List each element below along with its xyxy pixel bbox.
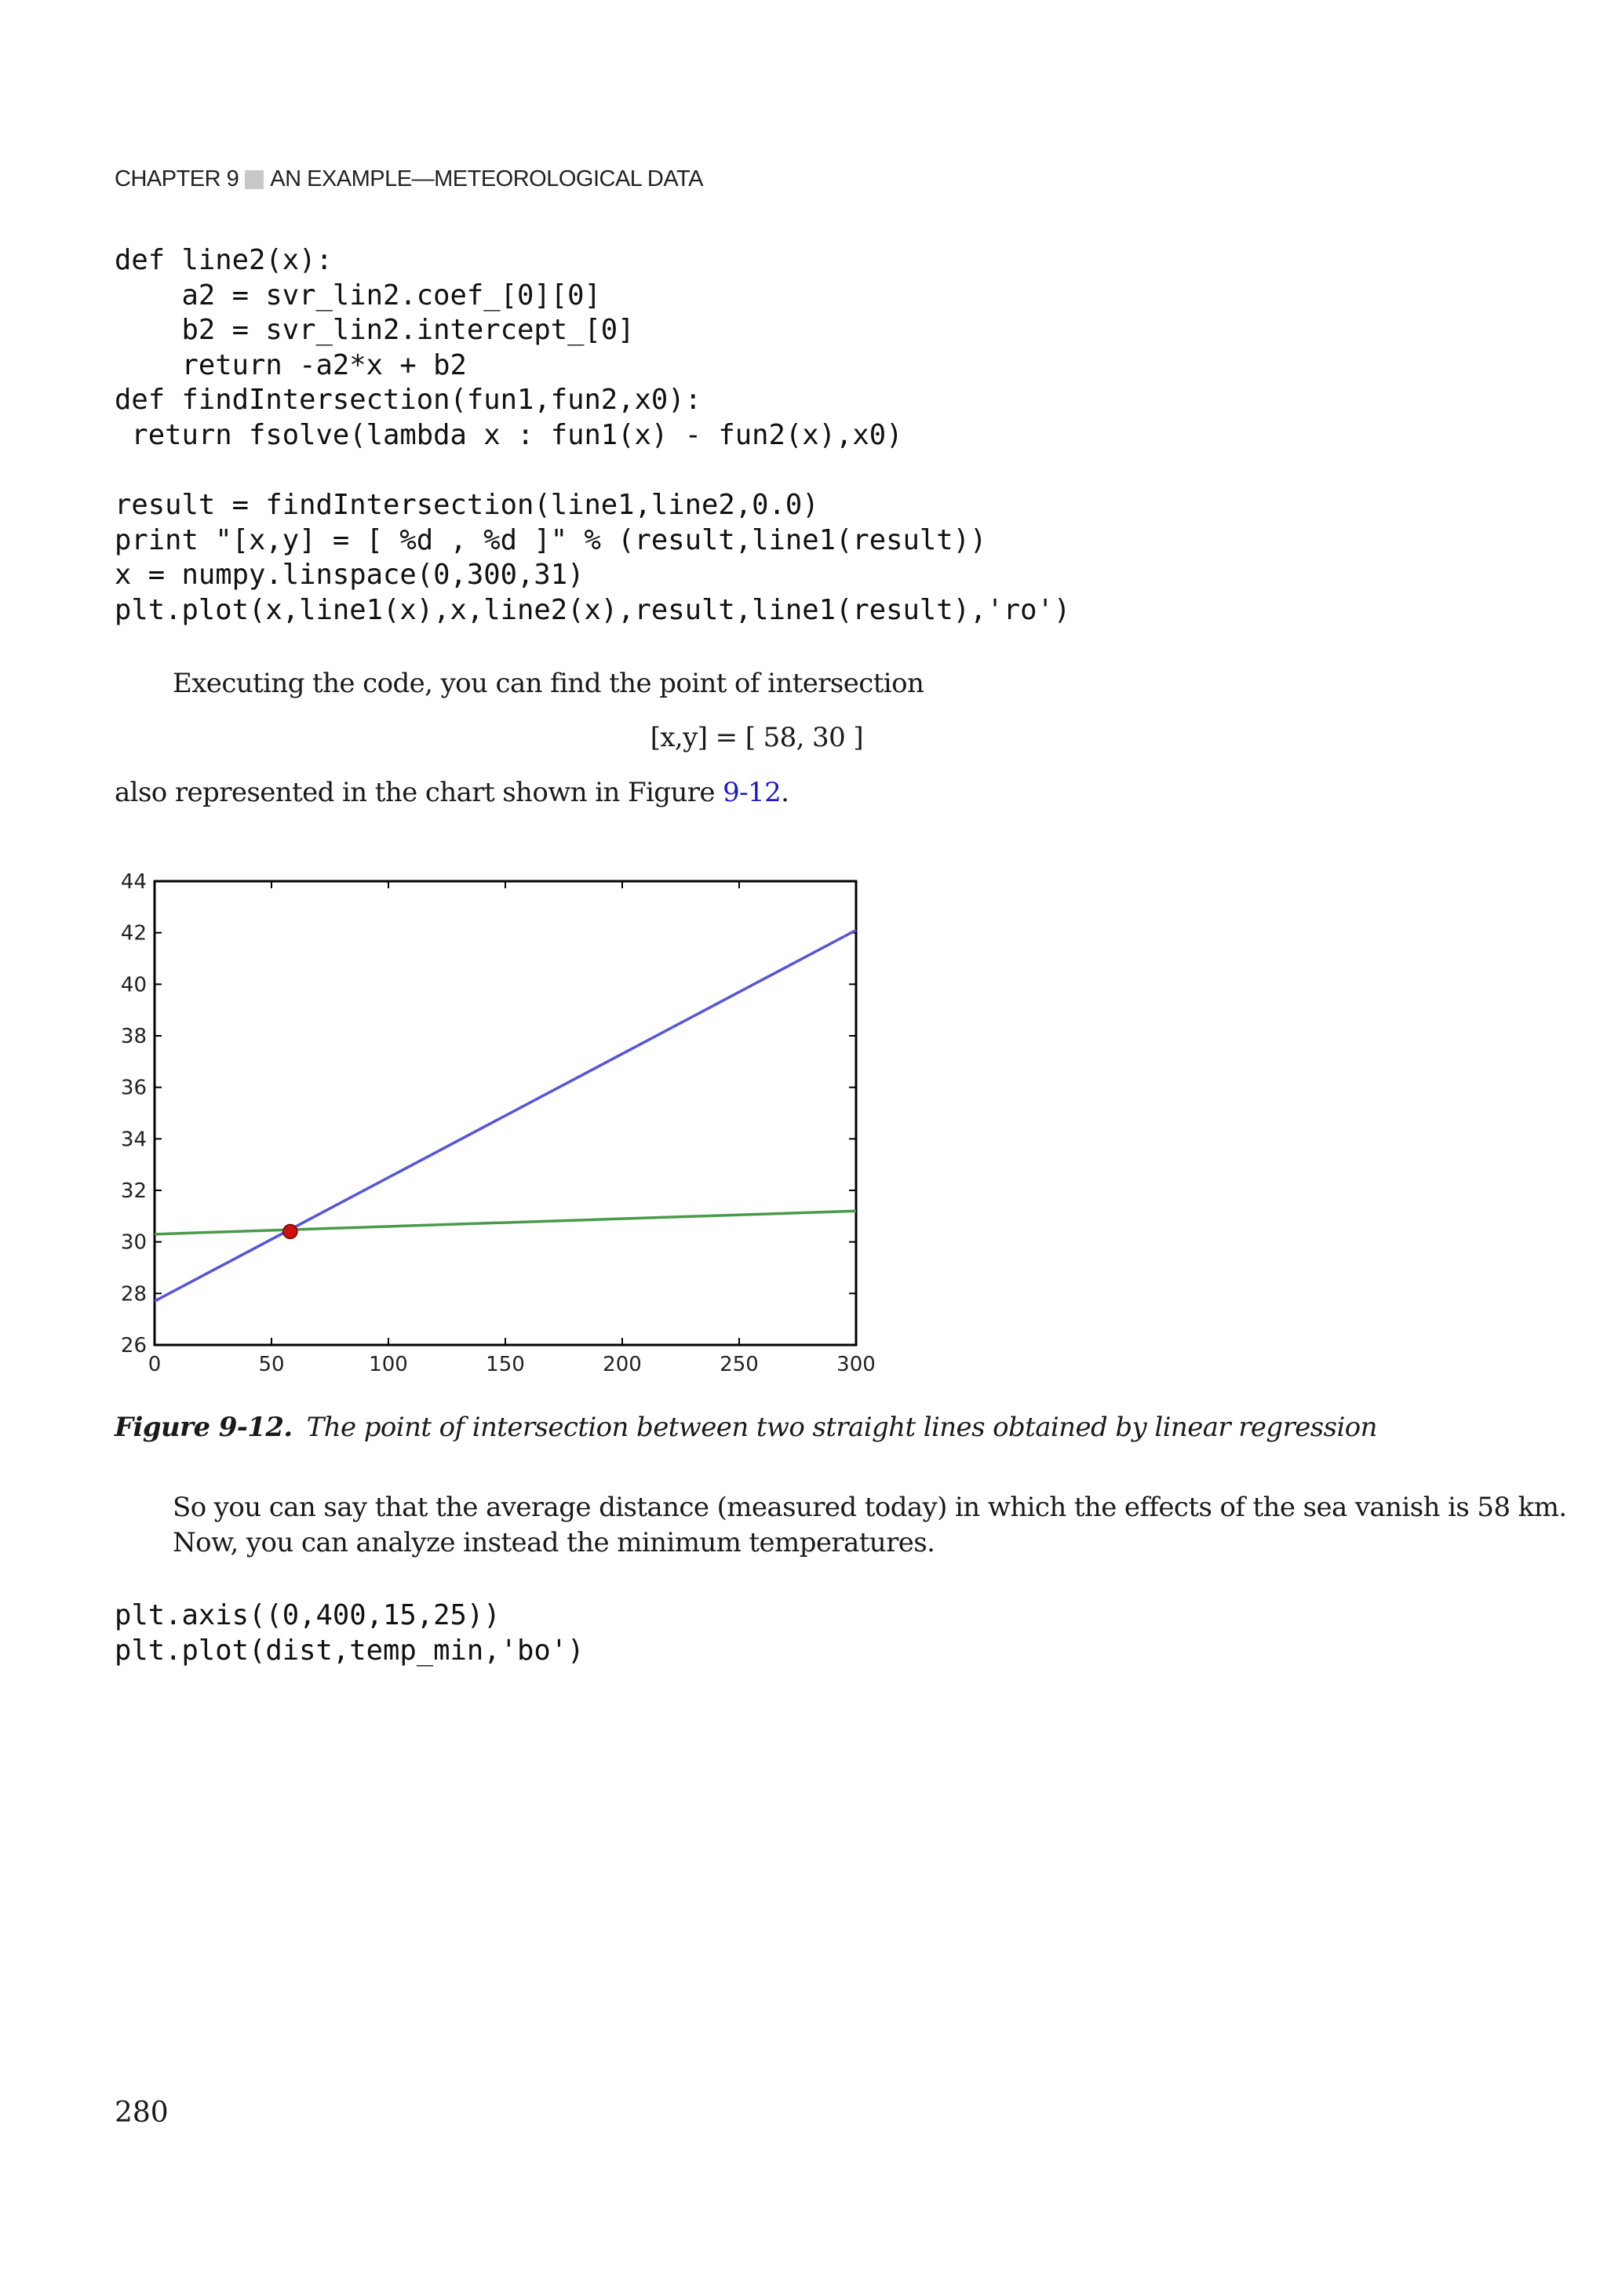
intersection-point xyxy=(283,1225,297,1239)
result-line: [x,y] = [ 58, 30 ] xyxy=(650,722,863,753)
y-tick-label: 32 xyxy=(120,1179,147,1203)
x-tick-label: 0 xyxy=(148,1353,162,1376)
figure-caption xyxy=(115,1412,1377,1443)
x-tick-label: 150 xyxy=(486,1353,525,1376)
figure-caption-text: The point of intersection between two straight lines obtained by linear regression xyxy=(306,1412,1377,1443)
x-tick-label: 100 xyxy=(369,1353,408,1376)
x-tick-label: 300 xyxy=(836,1353,876,1376)
paragraph-figure-reference xyxy=(115,774,789,811)
chapter-label: CHAPTER 9 xyxy=(115,166,239,191)
chart-svg xyxy=(110,863,887,1381)
intersection-chart xyxy=(110,863,887,1381)
paragraph-text: also represented in the chart shown in Figure xyxy=(115,777,723,808)
y-tick-label: 26 xyxy=(120,1334,147,1358)
chapter-title: AN EXAMPLE—METEOROLOGICAL DATA xyxy=(270,166,703,191)
page-number: 280 xyxy=(115,2097,169,2129)
figure-label: Figure 9-12. xyxy=(115,1412,293,1443)
y-tick-label: 28 xyxy=(120,1282,147,1307)
plot-frame xyxy=(155,881,856,1345)
y-tick-label: 36 xyxy=(120,1076,147,1100)
running-header xyxy=(115,166,703,192)
y-tick-label: 44 xyxy=(120,870,147,894)
y-tick-label: 40 xyxy=(120,973,147,997)
paragraph-intersection-intro: Executing the code, you can find the point of intersection xyxy=(173,668,924,699)
code-block-min-temp: plt.axis((0,400,15,25)) plt.plot(dist,temp_min,'bo') xyxy=(115,1599,585,1667)
figure-link[interactable]: 9-12 xyxy=(723,777,782,808)
paragraph-conclusion-line-2: Now, you can analyze instead the minimum temperatures. xyxy=(173,1527,935,1558)
y-tick-label: 34 xyxy=(120,1128,147,1152)
x-tick-label: 50 xyxy=(258,1353,285,1376)
x-tick-label: 250 xyxy=(720,1353,759,1376)
y-tick-label: 38 xyxy=(120,1025,147,1048)
header-separator xyxy=(245,170,264,189)
paragraph-end: . xyxy=(781,777,789,808)
y-tick-label: 30 xyxy=(120,1230,147,1255)
code-block-line2-intersection: def line2(x): a2 = svr_lin2.coef_[0][0] b2 = svr_lin2.intercept_[0] return -a2*x + b2 def findIntersection(fun1,fun2,x0): return fsolve(lambda x : fun1(x) - fun2(x),x0) result = findIntersection(line1,line2,0.0) print "[x,y] = [ %d , %d ]" % (result,line1(result)) x = numpy.linspace(0,300,31) plt.plot(x,line1(x),x,line2(x),result,line1(result),'ro') xyxy=(115,244,1071,626)
y-tick-label: 42 xyxy=(120,921,147,946)
x-tick-label: 200 xyxy=(603,1353,642,1376)
paragraph-conclusion-line-1: So you can say that the average distance (measured today) in which the effects of the sea vanish is 58 km. xyxy=(173,1492,1567,1523)
